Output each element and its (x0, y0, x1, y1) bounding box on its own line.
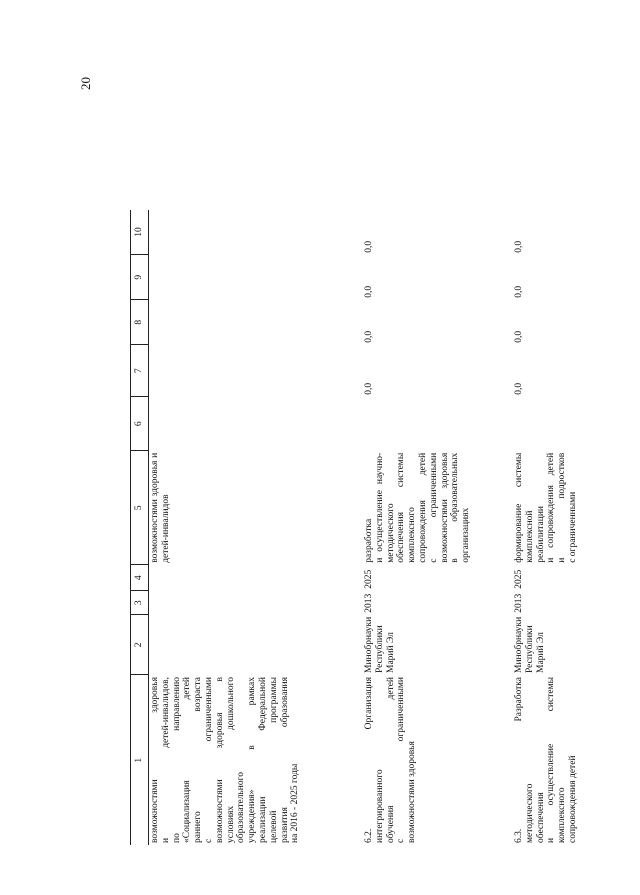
cell-line: интегрированного (374, 769, 385, 843)
cell-line: целевой программы (268, 677, 279, 843)
cell-line: обучения детей (385, 677, 396, 843)
cell-c4: 2025 (514, 569, 524, 589)
cell-line: разработка (364, 518, 374, 563)
cell-line: с ограниченными (567, 491, 578, 563)
cell-c8 (149, 300, 364, 345)
cell-line: комплексного (407, 507, 418, 563)
cell-line: организациях (461, 507, 472, 563)
rotated-page (78, 35, 600, 845)
cell-c2 (149, 615, 364, 675)
cell-line: с ограниченными (396, 677, 407, 843)
cell-c6 (513, 397, 635, 451)
cell-line: комплексного (557, 787, 568, 843)
cell-c4 (149, 565, 364, 591)
cell-c9 (149, 255, 364, 300)
cell-line: Республики (374, 625, 385, 673)
cell-line: развития образования (279, 677, 290, 843)
col-header-1: 1 (131, 675, 149, 845)
cell-c5 (149, 451, 364, 565)
cell-c8: 0,0 (364, 330, 374, 343)
cell-line: Минобрнауки (364, 616, 374, 673)
cell-line: 6.2. Организация (364, 677, 374, 843)
cell-line: методического (385, 503, 396, 563)
cell-c7 (149, 345, 364, 397)
cell-line: Республики (524, 625, 535, 673)
cell-line: и осуществление научно- (374, 452, 385, 563)
col-header-3: 3 (131, 591, 149, 615)
cell-line: сопровождения детей (417, 452, 428, 563)
cell-c2 (363, 615, 513, 675)
cell-c9: 0,0 (364, 285, 374, 298)
cell-c6 (149, 397, 364, 451)
cell-line: возможностями здоровья (439, 452, 450, 563)
cell-line: раннего возраста (193, 677, 204, 843)
cell-line: и сопровождения детей (546, 452, 557, 563)
cell-line: обеспечения системы (396, 452, 407, 563)
cell-c6 (363, 397, 513, 451)
cell-c7: 0,0 (514, 382, 524, 395)
cell-line: реабилитации (535, 506, 546, 563)
table-row (363, 210, 513, 845)
cell-line: на 2016 - 2025 годы (290, 763, 301, 843)
cell-line: реализации Федеральной (257, 677, 268, 843)
cell-c8: 0,0 (514, 330, 524, 343)
col-header-5: 5 (131, 451, 149, 565)
cell-c3: 2013 (364, 593, 374, 613)
cell-c9: 0,0 (514, 285, 524, 298)
cell-c10: 0,0 (364, 240, 374, 253)
col-header-7: 7 (131, 345, 149, 397)
col-header-8: 8 (131, 300, 149, 345)
cell-line: Марий Эл (385, 632, 396, 673)
cell-line: Минобрнауки (514, 616, 524, 673)
cell-line: 6.3. Разработка (514, 677, 524, 843)
page-number: 20 (78, 77, 93, 90)
table-body (149, 210, 636, 845)
header-row (131, 210, 149, 845)
col-header-2: 2 (131, 615, 149, 675)
cell-c3: 2013 (514, 593, 524, 613)
cell-c5 (513, 451, 635, 565)
cell-c1 (363, 675, 513, 845)
cell-line: возможностями здоровья и (150, 452, 160, 563)
cell-line: в образовательных (450, 452, 461, 563)
cell-c7: 0,0 (364, 382, 374, 395)
cell-line: с ограниченными (203, 677, 214, 843)
cell-c1 (513, 675, 635, 845)
cell-line: с ограниченными (428, 452, 439, 563)
cell-line: Марий Эл (535, 632, 546, 673)
col-header-10: 10 (131, 210, 149, 255)
cell-line: комплексной (524, 510, 535, 563)
cell-line: «Социализация детей (182, 677, 193, 843)
cell-line: возможностями здоровья (407, 741, 418, 843)
cell-line: методического (524, 783, 535, 843)
cell-line: обеспечения (535, 792, 546, 843)
cell-line: условиях дошкольного (225, 677, 236, 843)
col-header-6: 6 (131, 397, 149, 451)
cell-c1 (149, 675, 364, 845)
cell-line: и детей-инвалидов, (160, 677, 171, 843)
cell-c3 (149, 591, 364, 615)
cell-line: по направлению (171, 677, 182, 843)
cell-c10 (149, 210, 364, 255)
cell-line: формирование системы (514, 452, 524, 563)
cell-line: образовательного (236, 771, 247, 843)
cell-c2 (513, 615, 635, 675)
cell-line: возможностями здоровья (150, 677, 160, 843)
table-row (149, 210, 364, 845)
cell-line: и подростков (557, 452, 568, 563)
cell-line: возможностями здоровья в (214, 677, 225, 843)
cell-line: учреждения» в рамках (247, 677, 258, 843)
cell-c10: 0,0 (514, 240, 524, 253)
cell-line: детей-инвалидов (160, 494, 171, 563)
cell-line: сопровождения детей (567, 755, 578, 843)
cell-c5 (363, 451, 513, 565)
col-header-9: 9 (131, 255, 149, 300)
col-header-4: 4 (131, 565, 149, 591)
cell-line: и осуществление системы (546, 677, 557, 843)
cell-c4: 2025 (364, 569, 374, 589)
program-table (130, 210, 635, 845)
table-row (513, 210, 635, 845)
